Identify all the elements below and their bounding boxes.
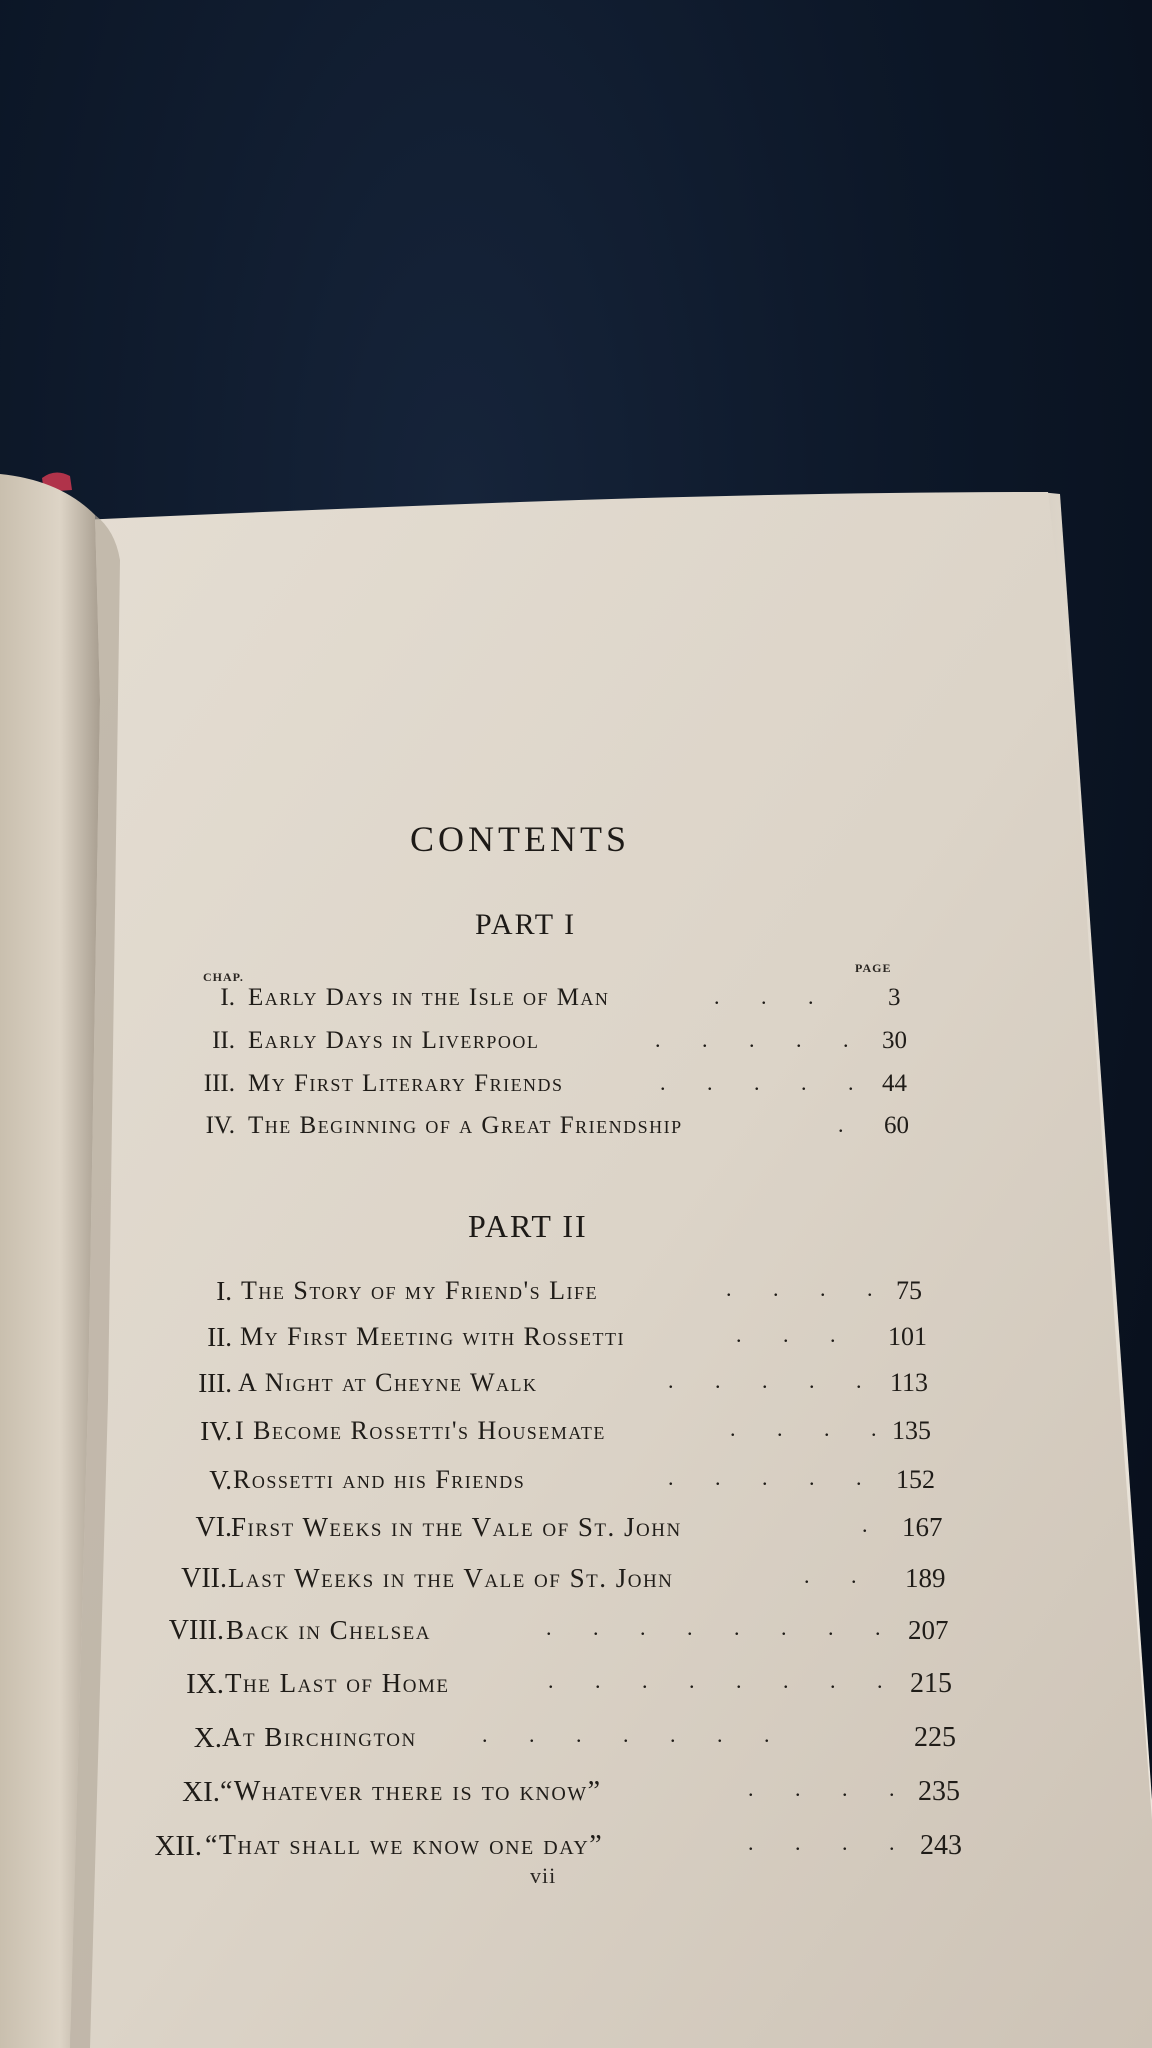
page-number: 135 xyxy=(892,1416,931,1445)
page-folio: vii xyxy=(530,1863,557,1888)
leader-dots: . . . xyxy=(714,984,832,1009)
chapter-title: Early Days in Liverpool xyxy=(248,1027,540,1054)
part-2-heading: PART II xyxy=(468,1208,588,1244)
toc-entry xyxy=(0,1070,1152,1110)
leader-dots: . . . xyxy=(736,1322,854,1347)
toc-entry xyxy=(0,1416,1152,1456)
chap-column-label: CHAP. xyxy=(203,970,244,984)
chapter-number: V. xyxy=(209,1465,232,1495)
toc-entry xyxy=(0,1368,1152,1408)
toc-entry xyxy=(0,1512,1152,1552)
page-number: 152 xyxy=(896,1465,935,1494)
chapter-number: IV. xyxy=(205,1112,235,1139)
toc-entry xyxy=(0,1112,1152,1152)
toc-entry xyxy=(0,1668,1152,1708)
leader-dots: . . . . . xyxy=(668,1368,880,1393)
page-number: 60 xyxy=(884,1112,909,1139)
chapter-title: The Story of my Friend's Life xyxy=(241,1276,599,1305)
page-number: 167 xyxy=(902,1512,943,1542)
leader-dots: . . . . xyxy=(726,1276,891,1301)
leader-dots: . . . . . xyxy=(668,1465,880,1490)
leader-dots: . . . . . xyxy=(655,1027,867,1052)
chapter-title: First Weeks in the Vale of St. John xyxy=(231,1512,682,1542)
chapter-title: At Birchington xyxy=(222,1722,417,1752)
chapter-title: The Beginning of a Great Friendship xyxy=(248,1112,683,1139)
page-number: 30 xyxy=(882,1027,907,1054)
chapter-number: VI. xyxy=(195,1512,232,1543)
chapter-title: Early Days in the Isle of Man xyxy=(248,984,610,1011)
chapter-title: I Become Rossetti's Housemate xyxy=(235,1416,606,1445)
chapter-number: IX. xyxy=(186,1668,224,1700)
toc-entry xyxy=(0,1322,1152,1362)
chapter-number: III. xyxy=(198,1368,232,1398)
page-column-label: PAGE xyxy=(855,961,892,975)
chapter-number: X. xyxy=(193,1722,222,1754)
toc-entry xyxy=(0,1776,1152,1816)
page-number: 207 xyxy=(908,1615,949,1645)
chapter-number: IV. xyxy=(200,1416,232,1446)
page-number: 113 xyxy=(890,1368,929,1397)
chapter-number: VIII. xyxy=(168,1615,224,1646)
leader-dots: . . . . . . . . xyxy=(546,1615,899,1640)
chapter-number: VII. xyxy=(181,1563,227,1594)
page-number: 75 xyxy=(896,1276,922,1305)
leader-dots: . . . . . xyxy=(660,1070,872,1095)
leader-dots: . . . . xyxy=(748,1830,913,1855)
chapter-title: A Night at Cheyne Walk xyxy=(238,1368,538,1397)
chapter-title: Back in Chelsea xyxy=(226,1615,432,1645)
page-number: 235 xyxy=(918,1776,960,1807)
toc-entry xyxy=(0,1722,1152,1762)
toc-entry xyxy=(0,1830,1152,1870)
toc-entry xyxy=(0,984,1152,1024)
page-number: 44 xyxy=(882,1070,907,1097)
toc-entry xyxy=(0,1276,1152,1316)
leader-dots: . . . . xyxy=(748,1776,913,1801)
contents-heading: CONTENTS xyxy=(410,819,630,859)
leader-dots: . xyxy=(862,1512,886,1537)
chapter-title: “Whatever there is to know” xyxy=(220,1776,602,1807)
chapter-number: I. xyxy=(216,1276,232,1306)
chapter-title: My First Literary Friends xyxy=(248,1070,564,1097)
toc-entry xyxy=(0,1563,1152,1603)
leader-dots: . . xyxy=(804,1563,875,1588)
toc-entry xyxy=(0,1615,1152,1655)
leader-dots: . . . . . . . . xyxy=(548,1668,901,1693)
chapter-number: II. xyxy=(212,1027,235,1054)
page-number: 215 xyxy=(910,1668,952,1699)
chapter-number: XI. xyxy=(182,1776,220,1808)
page-number: 243 xyxy=(920,1830,962,1861)
page-number: 225 xyxy=(914,1722,956,1753)
part-1-heading: PART I xyxy=(475,908,577,941)
toc-entry xyxy=(0,1027,1152,1067)
page-number: 189 xyxy=(905,1563,946,1593)
chapter-title: Rossetti and his Friends xyxy=(233,1465,526,1494)
leader-dots: . . . . . . . xyxy=(482,1722,788,1747)
chapter-number: I. xyxy=(220,984,235,1011)
chapter-title: My First Meeting with Rossetti xyxy=(240,1322,625,1351)
toc-entry xyxy=(0,1465,1152,1505)
page-number: 3 xyxy=(888,984,901,1011)
chapter-title: “That shall we know one day” xyxy=(205,1830,604,1861)
page-number: 101 xyxy=(888,1322,927,1351)
chapter-number: II. xyxy=(207,1322,232,1352)
chapter-title: The Last of Home xyxy=(225,1668,450,1698)
chapter-number: XII. xyxy=(154,1830,202,1862)
chapter-title: Last Weeks in the Vale of St. John xyxy=(228,1563,674,1593)
leader-dots: . . . . xyxy=(730,1416,895,1441)
leader-dots: . xyxy=(838,1112,862,1137)
chapter-number: III. xyxy=(203,1070,235,1097)
